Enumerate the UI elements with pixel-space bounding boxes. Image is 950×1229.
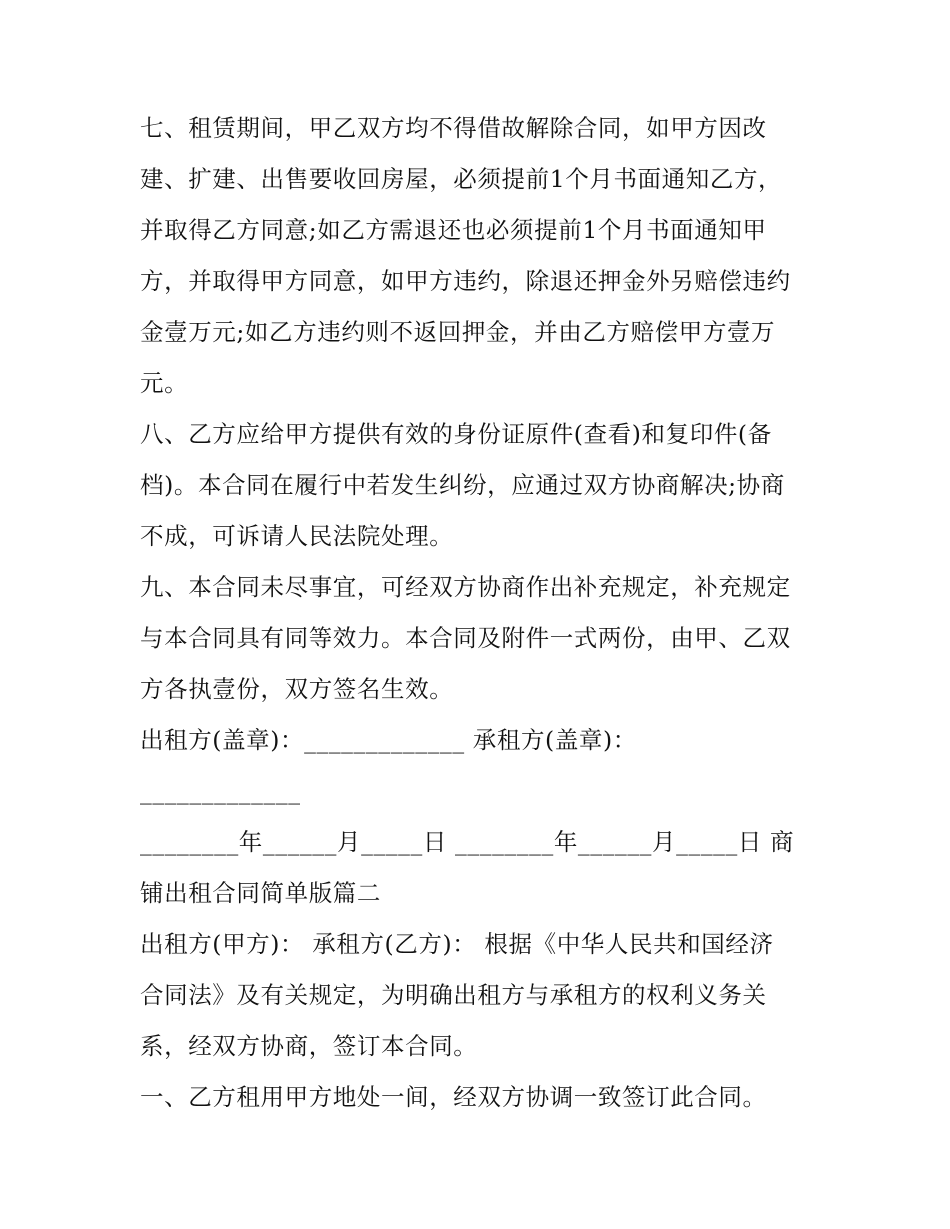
text-line: 八、乙方应给甲方提供有效的身份证原件(查看)和复印件(备: [140, 420, 772, 448]
text-line: 档)。本合同在履行中若发生纠纷，应通过双方协商解决;协商: [140, 471, 785, 499]
text-line: 并取得乙方同意;如乙方需退还也必须提前1个月书面通知甲: [140, 216, 767, 244]
section-title-line: 铺出租合同简单版篇二: [140, 879, 381, 907]
text-line: 系，经双方协商，签订本合同。: [140, 1032, 478, 1060]
text-line: 不成，可诉请人民法院处理。: [140, 522, 454, 550]
contract-text-body: [140, 103, 820, 1123]
date-line: ________年______月_____日 ________年______月_____日 商: [140, 828, 795, 856]
text-line: 与本合同具有同等效力。本合同及附件一式两份，由甲、乙双: [140, 624, 791, 652]
text-line: 方各执壹份，双方签名生效。: [140, 675, 454, 703]
signature-blank-line: _____________: [140, 777, 301, 805]
signature-line-lessor-lessee: 出租方(盖章)：_____________ 承租方(盖章)：: [140, 726, 637, 754]
text-line: 金壹万元;如乙方违约则不返回押金，并由乙方赔偿甲方壹万: [140, 318, 776, 346]
text-line: 九、本合同未尽事宜，可经双方协商作出补充规定，补充规定: [140, 573, 791, 601]
text-line: 出租方(甲方)： 承租方(乙方)： 根据《中华人民共和国经济: [140, 930, 774, 958]
text-line: 元。: [140, 369, 189, 397]
text-line: 合同法》及有关规定，为明确出租方与承租方的权利义务关: [140, 981, 767, 1009]
text-line: 建、扩建、出售要收回房屋，必须提前1个月书面通知乙方，: [140, 165, 783, 193]
text-line: 方，并取得甲方同意，如甲方违约，除退还押金外另赔偿违约: [140, 267, 791, 295]
text-line: 七、租赁期间，甲乙双方均不得借故解除合同，如甲方因改: [140, 114, 767, 142]
text-line: 一、乙方租用甲方地处一间，经双方协调一致签订此合同。: [140, 1083, 767, 1111]
